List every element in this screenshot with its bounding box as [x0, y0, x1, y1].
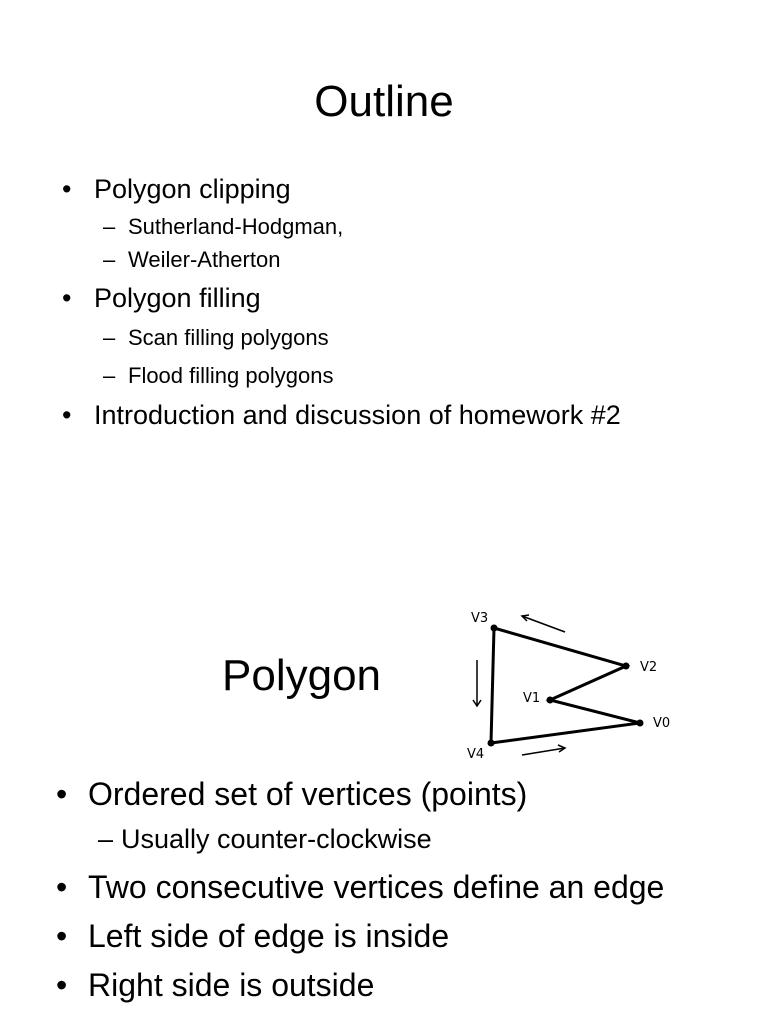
vertex-label-v3: V3: [471, 611, 489, 626]
bullet-marker: •: [62, 174, 72, 204]
bullet-marker: •: [62, 283, 72, 313]
bullet-text: Left side of edge is inside: [88, 918, 450, 954]
bullet-marker: •: [56, 967, 68, 1003]
bullet-marker: •: [62, 400, 72, 430]
bullet-text: Ordered set of vertices (points): [88, 776, 528, 812]
dash-marker: –: [98, 824, 114, 854]
dash-marker: –: [103, 214, 116, 239]
sub-bullet-text: Sutherland-Hodgman,: [128, 214, 344, 239]
bullet-text: Polygon filling: [94, 283, 261, 313]
sub-bullet-text: Flood filling polygons: [128, 363, 334, 388]
slide-title: Outline: [314, 77, 454, 126]
bullet-marker: •: [56, 918, 68, 954]
dash-marker: –: [103, 325, 116, 350]
bullet-text: Polygon clipping: [94, 174, 291, 204]
bullet-marker: •: [56, 776, 68, 812]
dash-marker: –: [103, 247, 116, 272]
vertex-label-v1: V1: [523, 691, 541, 706]
vertex-label-v2: V2: [640, 660, 658, 675]
vertex-dot-v2: [623, 663, 630, 670]
vertex-label-v0: V0: [653, 716, 671, 731]
bullet-marker: •: [56, 869, 68, 905]
bullet-text: Right side is outside: [88, 967, 375, 1003]
bullet-text: Two consecutive vertices define an edge: [88, 869, 665, 905]
dash-marker: –: [103, 363, 116, 388]
polygon-edges: [491, 628, 640, 743]
direction-arrow-left: [473, 660, 481, 706]
sub-bullet-text: Scan filling polygons: [128, 325, 329, 350]
direction-arrow-top: [522, 615, 565, 632]
slide-title: Polygon: [222, 651, 382, 700]
polygon-diagram: [458, 604, 676, 764]
direction-arrow-bottom: [522, 745, 565, 755]
bullet-text: Introduction and discussion of homework #2: [94, 400, 621, 430]
vertex-dot-v4: [488, 740, 495, 747]
vertex-label-v4: V4: [467, 747, 485, 762]
vertex-dot-v1: [547, 697, 554, 704]
sub-bullet-text: Usually counter-clockwise: [121, 824, 432, 854]
vertex-dot-v3: [491, 625, 498, 632]
slide-polygon: [0, 512, 768, 1024]
vertex-dot-v0: [637, 720, 644, 727]
sub-bullet-text: Weiler-Atherton: [128, 247, 281, 272]
